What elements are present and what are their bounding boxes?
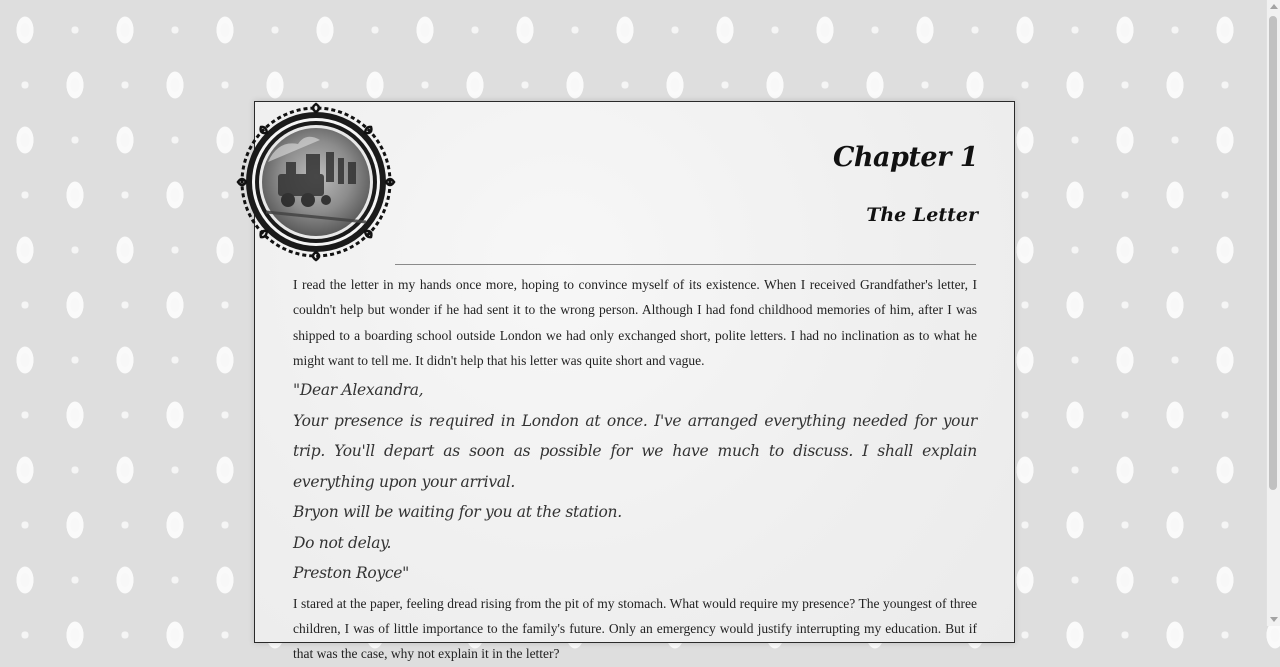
title-divider (395, 264, 976, 265)
scroll-up-icon[interactable] (1270, 4, 1278, 9)
paragraph: I read the letter in my hands once more, hoping to convince myself of its existence. When I received Grandfather's letter, I couldn't help but wonder if he had sent it to the wrong person. Although I had fond childhood memories of him, after I was shipped to a boarding school outside London we had only exchanged short, polite letters. I had no inclination as to what he might want to tell me. It didn't help that his letter was quite short and vague. (293, 277, 977, 368)
letter-signature: Preston Royce" (293, 564, 409, 583)
letter-body: Your presence is required in London at once. I've arranged everything needed for your trip. You'll depart as soon as possible for we have much to discuss. I shall explain everything upon your arrival. (293, 411, 977, 491)
scrollbar-thumb[interactable] (1269, 16, 1277, 490)
letter-body: Do not delay. (293, 533, 392, 552)
letter-body: Bryon will be waiting for you at the station. (293, 503, 622, 522)
paragraph: I stared at the paper, feeling dread rising from the pit of my stomach. What would require my presence? The youngest of three children, I was of little importance to the family's future. Only an emergency would justify interrupting my education. But if that was the case, why not explain it in the letter? (293, 595, 977, 662)
page-scrollbar[interactable] (1266, 0, 1280, 626)
letter-salutation: "Dear Alexandra, (293, 381, 424, 400)
chapter-body (293, 272, 977, 667)
chapter-title: Chapter 1 (832, 142, 978, 173)
train-illustration-icon (236, 102, 396, 262)
book-page (254, 101, 1015, 662)
chapter-subtitle: The Letter (866, 204, 978, 226)
handwritten-letter (293, 375, 977, 589)
scroll-down-icon[interactable] (1270, 617, 1278, 622)
